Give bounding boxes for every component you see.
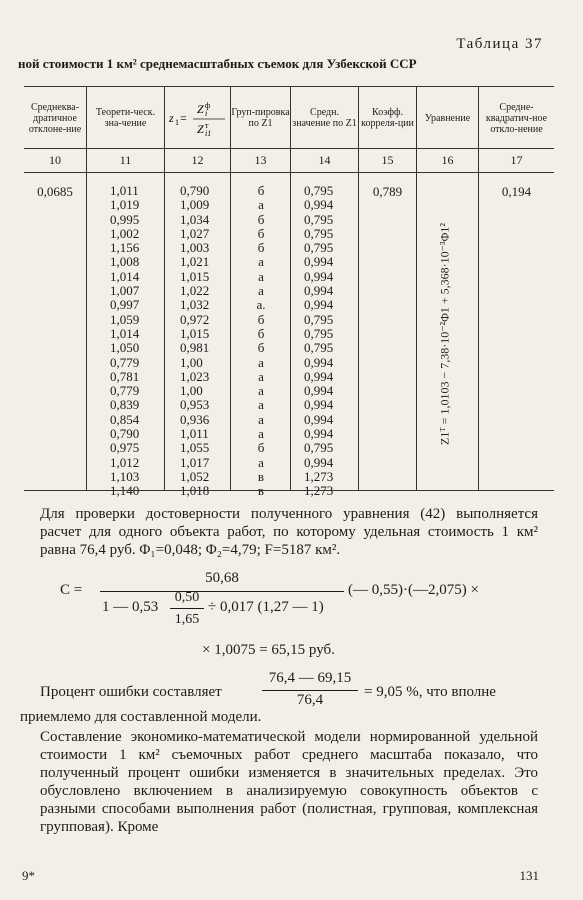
col11-cell: 0,997 bbox=[110, 297, 140, 313]
col12-cell: 1,032 bbox=[180, 297, 210, 313]
col13-cell: в bbox=[257, 483, 265, 499]
error-fraction-bar bbox=[262, 690, 358, 691]
header-cell: Средн. значение по Z1 bbox=[292, 107, 357, 129]
formula-denominator-b: ÷ 0,017 (1,27 — 1) bbox=[208, 599, 324, 615]
col14-cell: 0,994 bbox=[304, 354, 334, 370]
col14-cell: 0,795 bbox=[304, 211, 334, 227]
col11-cell: 0,781 bbox=[110, 368, 140, 384]
fraction-bar bbox=[100, 591, 344, 592]
column-number: 10 bbox=[49, 153, 61, 167]
table-caption: ной стоимости 1 км² среднемасштабных съемок для Узбекской ССР bbox=[18, 56, 417, 71]
svg-text:Z: Z bbox=[196, 102, 204, 116]
col14-cell: 0,795 bbox=[304, 440, 334, 456]
col13-cell: б bbox=[257, 211, 265, 227]
header-cell-formula bbox=[165, 89, 230, 147]
header-rule bbox=[24, 148, 554, 149]
col12-cell: 0,936 bbox=[180, 411, 210, 427]
col15-value: 0,789 bbox=[372, 184, 403, 199]
col13-cell: а bbox=[258, 254, 264, 270]
svg-text:т: т bbox=[204, 121, 208, 130]
header-cell: Груп-пировка по Z1 bbox=[231, 107, 290, 129]
svg-text:1: 1 bbox=[174, 118, 179, 127]
z1-formula-graphic bbox=[167, 98, 229, 138]
col12-cell: 0,790 bbox=[180, 183, 210, 198]
col13-cell: б bbox=[257, 325, 265, 341]
column-number: 17 bbox=[510, 153, 523, 167]
col12-cell: 1,023 bbox=[180, 368, 210, 384]
col12-cell: 1,018 bbox=[180, 483, 210, 499]
header-cell: Средне-квадратич-ное откло-нение bbox=[485, 101, 548, 135]
col11-cell: 1,103 bbox=[110, 468, 140, 484]
col14-cell: 0,994 bbox=[304, 283, 334, 299]
svg-text:i1: i1 bbox=[204, 129, 211, 138]
col14-cell: 0,795 bbox=[304, 240, 334, 256]
col14-cell: 0,795 bbox=[304, 311, 334, 327]
col13-cell: а bbox=[258, 454, 264, 470]
error-result: = 9,05 %, что вполне bbox=[364, 684, 496, 700]
col14-cell: 0,994 bbox=[304, 411, 334, 427]
regression-equation-cell bbox=[418, 184, 472, 484]
paragraph-verification: Для проверки достоверности полученного уравнения (42) выполняется расчет для одного объекта работ, по которому удельная стоимость 1 км² равна 76,4 руб. Φ₁=0,048; Φ₂=4,79; F=5187 км². bbox=[40, 506, 538, 558]
col11-cell: 1,002 bbox=[110, 225, 140, 241]
col12-cell: 1,022 bbox=[180, 283, 210, 299]
formula-result: × 1,0075 = 65,15 руб. bbox=[202, 642, 335, 658]
col13-cell: а. bbox=[256, 297, 266, 313]
col14-cell: 0,994 bbox=[304, 254, 334, 270]
col11-cell: 1,012 bbox=[110, 454, 140, 470]
page-number: 131 bbox=[519, 868, 539, 883]
table-bottom-rule bbox=[24, 490, 554, 491]
col11-cell: 1,014 bbox=[110, 325, 140, 341]
svg-text:z: z bbox=[168, 111, 174, 125]
col11-cell: 1,008 bbox=[110, 254, 140, 270]
col11-cell: 1,050 bbox=[110, 340, 140, 356]
col12-cell: 1,009 bbox=[180, 197, 210, 213]
formula-lhs: C = bbox=[60, 582, 83, 598]
col11-cell: 0,779 bbox=[110, 354, 140, 370]
col12-cell: 1,052 bbox=[180, 468, 210, 484]
col14-cell: 0,994 bbox=[304, 297, 334, 313]
col13-cell: а bbox=[258, 268, 264, 284]
col13-cell: а bbox=[258, 354, 264, 370]
svg-text:i: i bbox=[204, 109, 207, 118]
error-numerator: 76,4 — 69,15 bbox=[268, 670, 352, 686]
error-percent-text: Процент ошибки составляет bbox=[40, 684, 222, 700]
col12-cell: 0,953 bbox=[180, 397, 210, 413]
col12-cell: 1,00 bbox=[180, 383, 203, 399]
inner-numerator: 0,50 bbox=[174, 590, 200, 605]
col14-cell: 0,994 bbox=[304, 426, 334, 442]
paragraph-model: Составление экономико-математической модели нормированной удельной стоимости 1 км² съемочных работ среднего масштаба показало, что полученный процент ошибки изменяется в значительных пределах. Это обусловлено включением в анализируемую совокупность объектов с разными способами выполнения работ (полистная, групповая, комплексная групповая). Кроме bbox=[40, 729, 538, 835]
col14-cell: 0,795 bbox=[304, 340, 334, 356]
col14-cell: 0,994 bbox=[304, 383, 334, 399]
formula-denominator-a: 1 — 0,53 bbox=[102, 599, 159, 615]
table-top-rule bbox=[24, 86, 554, 87]
col12-cell: 0,981 bbox=[180, 340, 210, 356]
col14-cell: 0,994 bbox=[304, 197, 334, 213]
inner-fraction-bar bbox=[170, 608, 204, 609]
col14-cell: 0,994 bbox=[304, 268, 334, 284]
col13-cell: а bbox=[258, 283, 264, 299]
col11-cell: 0,995 bbox=[110, 211, 140, 227]
col12-cell: 1,027 bbox=[180, 225, 210, 241]
col13-cell: а bbox=[258, 368, 264, 384]
col17-value: 0,194 bbox=[501, 184, 532, 199]
header-cell: Среднеква-дратичное отклоне-ние bbox=[28, 101, 82, 135]
col14-cell: 1,273 bbox=[304, 483, 334, 499]
column-number: 16 bbox=[441, 153, 454, 167]
col14-cell: 0,994 bbox=[304, 368, 334, 384]
svg-text:Z: Z bbox=[196, 122, 204, 136]
col12-cell: 1,015 bbox=[180, 268, 210, 284]
formula-numerator: 50,68 bbox=[205, 570, 239, 586]
col13-cell: а bbox=[258, 426, 264, 442]
col13-cell: б bbox=[257, 440, 265, 456]
col11-cell: 1,019 bbox=[110, 197, 140, 213]
col12-cell: 1,055 bbox=[180, 440, 210, 456]
paragraph-acceptable: приемлемо для составленной модели. bbox=[20, 709, 262, 725]
col11-cell: 0,839 bbox=[110, 397, 140, 413]
col12-cell: 1,011 bbox=[180, 426, 209, 442]
col14-cell: 1,273 bbox=[304, 468, 334, 484]
col11-cell: 1,140 bbox=[110, 483, 140, 499]
col13-cell: б bbox=[257, 340, 265, 356]
column-number: 14 bbox=[318, 153, 331, 167]
col12-cell: 1,021 bbox=[180, 254, 210, 270]
column-number-rule bbox=[24, 172, 554, 173]
regression-equation: Z1ᵀ = 1,0103 − 7,38·10⁻²Φ1 + 5,368·10⁻³Φ1² bbox=[437, 223, 452, 445]
inner-denominator: 1,65 bbox=[174, 612, 200, 627]
col11-cell: 1,059 bbox=[110, 311, 140, 327]
col13-cell: б bbox=[257, 183, 265, 198]
col12-values bbox=[180, 184, 209, 499]
col14-cell: 0,795 bbox=[304, 183, 334, 198]
svg-text:=: = bbox=[179, 111, 187, 125]
col13-cell: а bbox=[258, 397, 264, 413]
col13-cell: б bbox=[257, 225, 265, 241]
svg-text:ф: ф bbox=[204, 101, 210, 110]
col14-cell: 0,795 bbox=[304, 325, 334, 341]
col13-cell: в bbox=[257, 468, 265, 484]
col14-cell: 0,795 bbox=[304, 225, 334, 241]
col11-values bbox=[110, 184, 139, 499]
col12-cell: 1,003 bbox=[180, 240, 210, 256]
col11-cell: 0,779 bbox=[110, 383, 140, 399]
header-cell: Теорети-ческ. зна-чение bbox=[95, 107, 156, 129]
col10-value: 0,0685 bbox=[37, 184, 73, 199]
column-number: 15 bbox=[381, 153, 394, 167]
col12-cell: 1,017 bbox=[180, 454, 210, 470]
col13-cell: б bbox=[257, 311, 265, 327]
error-denominator: 76,4 bbox=[296, 692, 324, 708]
col11-cell: 0,854 bbox=[110, 411, 140, 427]
col13-cell: б bbox=[257, 240, 265, 256]
data-table bbox=[24, 86, 554, 499]
col11-cell: 0,975 bbox=[110, 440, 140, 456]
col13-cell: а bbox=[258, 383, 264, 399]
col11-cell: 0,790 bbox=[110, 426, 140, 442]
col12-cell: 0,972 bbox=[180, 311, 210, 327]
col13-values bbox=[246, 184, 276, 499]
col14-cell: 0,994 bbox=[304, 454, 334, 470]
column-number: 12 bbox=[191, 153, 204, 167]
table-number-label: Таблица 37 bbox=[456, 36, 543, 52]
col13-cell: а bbox=[258, 411, 264, 427]
formula-rhs: (— 0,55)·(—2,075) × bbox=[348, 582, 479, 598]
header-cell: Коэфф. корреля-ции bbox=[361, 107, 414, 129]
col12-cell: 1,00 bbox=[180, 354, 203, 370]
col14-cell: 0,994 bbox=[304, 397, 334, 413]
column-number: 11 bbox=[119, 153, 132, 167]
col14-values bbox=[304, 184, 333, 499]
header-cell: Уравнение bbox=[424, 112, 471, 124]
col11-cell: 1,007 bbox=[110, 283, 140, 299]
col11-cell: 1,156 bbox=[110, 240, 140, 256]
col12-cell: 1,015 bbox=[180, 325, 210, 341]
col11-cell: 1,011 bbox=[110, 183, 139, 198]
col13-cell: а bbox=[258, 197, 264, 213]
col11-cell: 1,014 bbox=[110, 268, 140, 284]
signature-mark: 9* bbox=[22, 868, 35, 883]
col12-cell: 1,034 bbox=[180, 211, 210, 227]
column-number: 13 bbox=[254, 153, 267, 167]
